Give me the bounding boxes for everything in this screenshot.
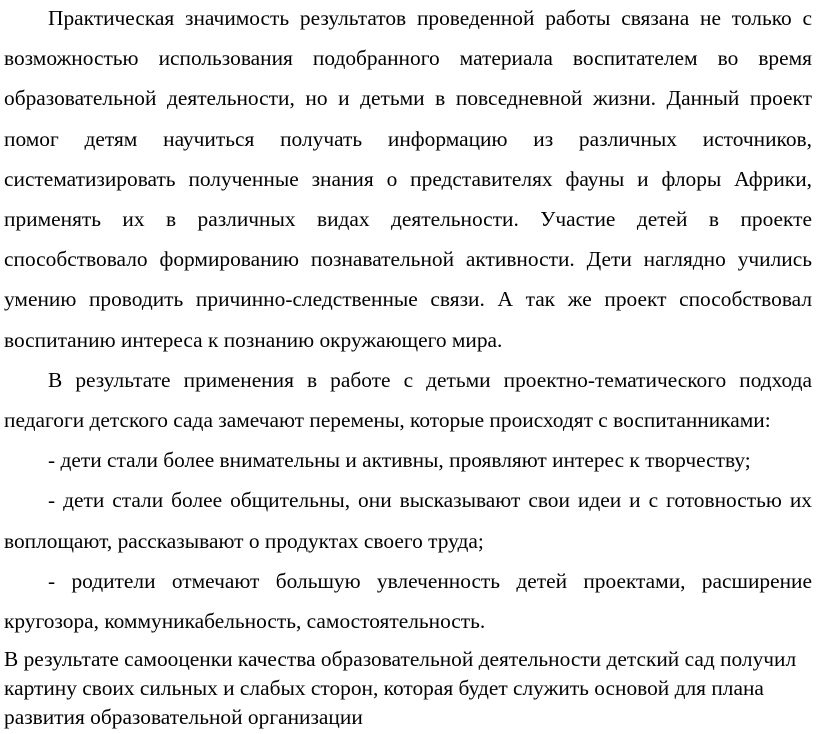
paragraph-self-assessment: В результате самооценки качества образовательной деятельности детский сад получил картину своих сильных и слабых сторон, которая будет служить основой для плана развития образовательной организации (4, 647, 797, 729)
document-page (4, 0, 812, 732)
paragraph-practical-significance: Практическая значимость результатов проведенной работы связана не только с возможностью использования подобранного материала воспитателем во время образовательной деятельности, но и детьми в повседневной жизни. Данный проект помог детям научиться получать информацию из различных источников, систематизировать полученные знания о представителях фауны и флоры Африки, применять их в различных видах деятельности. Участие детей в проекте способствовало формированию познавательной активности. Дети наглядно учились умению проводить причинно-следственные связи. А так же проект способствовал воспитанию интереса к познанию окружающего мира. (4, 6, 812, 352)
list-item-parents: - родители отмечают большую увлеченность детей проектами, расширение кругозора, коммуникабельность, самостоятельность. (4, 568, 812, 634)
paragraph-results-intro: В результате применения в работе с детьми проектно-тематического подхода педагоги детского сада замечают перемены, которые происходят с воспитанниками: (4, 367, 812, 433)
list-item-attentive: - дети стали более внимательны и активны, проявляют интерес к творчеству; (48, 448, 751, 473)
list-item-sociable: - дети стали более общительны, они высказывают свои идеи и с готовностью их воплощают, рассказывают о продуктах своего труда; (4, 488, 812, 553)
